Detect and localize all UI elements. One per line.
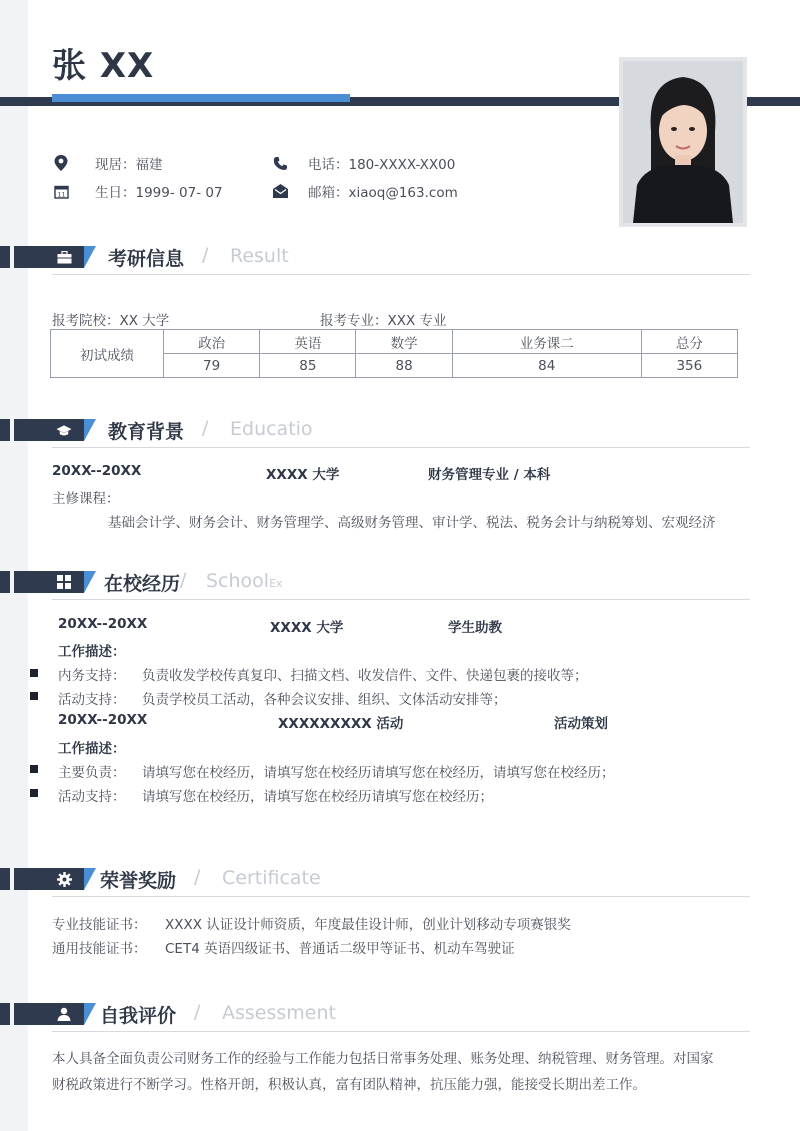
section-title: 在校经历 [104,573,181,595]
edu-period: 20XX--20XX [52,463,142,479]
section-title: 荣誉奖励 [100,870,177,892]
honor-text: CET4 英语四级证书、普通话二级甲等证书、机动车驾驶证 [165,941,515,957]
email-text: 邮箱：xiaoq@163.com [308,185,458,201]
bullet-marker [30,669,38,677]
exp-item-label: 主要负责： [58,765,126,781]
map-pin-icon [53,155,69,171]
subject-cell: 英语 [260,330,356,354]
exp-item-text: 负责收发学校传真复印、扫描文档、收发信件、文件、快递包裹的接收等； [142,668,588,684]
section-header-self [0,1003,800,1033]
section-header-education [0,419,800,449]
location-info [53,153,163,173]
phone-icon [272,155,288,171]
birthday-text: 生日：1999- 07- 07 [95,185,223,201]
profile-photo [619,57,747,227]
section-subtitle: Educatio [230,418,313,440]
exp-item-label: 内务支持： [58,668,126,684]
courses-label: 主修课程： [52,491,120,507]
score-cell: 79 [164,354,260,378]
exp-item-label: 活动支持： [58,789,126,805]
self-eval-line: 本人具备全面负责公司财务工作的经验与工作能力包括日常事务处理、账务处理、纳税管理、财务管理。对国家 [52,1051,714,1067]
exp-item-text: 请填写您在校经历，请填写您在校经历请填写您在校经历，请填写您在校经历； [142,765,615,781]
apply-major: 报考专业：XXX 专业 [320,313,447,329]
section-subtitle: Certificate [222,867,321,889]
gear-icon [56,871,72,887]
section-separator: / [180,569,187,591]
section-title: 考研信息 [108,248,185,270]
bullet-marker [30,765,38,773]
exp-item-label: 活动支持： [58,692,126,708]
section-header-kaoyan [0,246,800,276]
subject-cell: 业务课二 [452,330,641,354]
section-title: 自我评价 [100,1005,177,1027]
section-title: 教育背景 [108,421,185,443]
exp-role: 学生助教 [448,620,502,636]
location-text: 现居：福建 [95,157,163,173]
exp-org: XXXXXXXXX 活动 [278,716,404,732]
section-subtitle: SchoolEx [206,570,283,592]
candidate-name: 张 XX [52,46,155,86]
score-row-header: 初试成绩 [51,330,164,378]
birthday-info [53,181,223,201]
score-cell: 356 [641,354,737,378]
courses-list: 基础会计学、财务会计、财务管理学、高级财务管理、审计学、税法、税务会计与纳税筹划、宏观经济 [108,515,716,531]
svg-text:11: 11 [57,191,65,198]
briefcase-icon [56,249,72,265]
person-icon [56,1006,72,1022]
honor-text: XXXX 认证设计师资质，年度最佳设计师，创业计划移动专项赛银奖 [165,917,571,933]
phone-text: 电话：180-XXXX-XX00 [308,157,456,173]
edu-major: 财务管理专业 / 本科 [428,467,551,483]
section-subtitle: Result [230,245,289,267]
exp-desc-label: 工作描述： [58,741,126,757]
honor-label: 通用技能证书： [52,941,147,957]
section-header-honor [0,868,800,898]
section-subtitle: Assessment [222,1002,336,1024]
header-accent-bar [52,94,350,102]
apply-school: 报考院校：XX 大学 [52,313,170,329]
email-info [272,181,458,201]
exp-desc-label: 工作描述： [58,644,126,660]
subject-cell: 数学 [356,330,452,354]
score-cell: 84 [452,354,641,378]
score-table [50,329,738,378]
bullet-marker [30,692,38,700]
honor-label: 专业技能证书： [52,917,147,933]
section-separator: / [194,866,201,888]
windows-grid-icon [56,574,72,590]
exp-item-text: 请填写您在校经历，请填写您在校经历请填写您在校经历； [142,789,493,805]
exp-role: 活动策划 [554,716,608,732]
exp-org: XXXX 大学 [270,620,344,636]
section-separator: / [202,417,209,439]
calendar-icon [53,183,69,199]
subject-cell: 总分 [641,330,737,354]
exp-item-text: 负责学校员工活动，各种会议安排、组织、文体活动安排等； [142,692,507,708]
graduation-cap-icon [56,422,72,438]
score-cell: 85 [260,354,356,378]
section-separator: / [202,244,209,266]
bullet-marker [30,789,38,797]
exp-period: 20XX--20XX [58,712,148,728]
score-cell: 88 [356,354,452,378]
section-separator: / [194,1001,201,1023]
exp-period: 20XX--20XX [58,616,148,632]
envelope-icon [272,183,288,199]
phone-info [272,153,455,173]
subject-cell: 政治 [164,330,260,354]
self-eval-line: 财税政策进行不断学习。性格开朗，积极认真，富有团队精神，抗压能力强，能接受长期出差工作。 [52,1077,646,1093]
table-row [51,330,738,354]
edu-school: XXXX 大学 [266,467,340,483]
left-margin-strip [0,0,28,1131]
section-header-school [0,571,800,601]
